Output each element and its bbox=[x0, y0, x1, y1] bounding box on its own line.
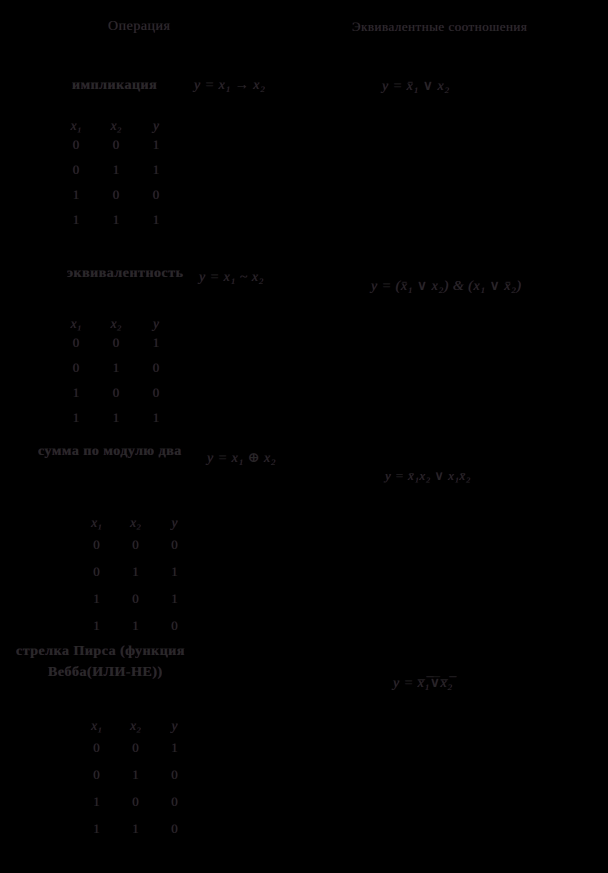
truth-table-header: x₂ bbox=[110, 118, 122, 133]
truth-table-cell: 1 bbox=[93, 591, 100, 606]
operation-name-xor: сумма по модулю два bbox=[38, 444, 182, 459]
truth-table-cell: 0 bbox=[132, 740, 139, 755]
truth-table-cell: 0 bbox=[72, 360, 80, 375]
truth-table-xor bbox=[77, 515, 194, 645]
truth-table-cell: 1 bbox=[72, 187, 80, 202]
truth-table-cell: 1 bbox=[132, 564, 139, 579]
truth-table-cell: 0 bbox=[171, 767, 178, 782]
equivalent-formula-equivalence: y = (x̄₁ ∨ x₂) & (x₁ ∨ x̄₂) bbox=[371, 279, 522, 294]
truth-table-peirce bbox=[77, 718, 194, 848]
truth-table-cell: 1 bbox=[93, 821, 100, 836]
truth-table-cell: 0 bbox=[152, 385, 160, 400]
truth-table-cell: 1 bbox=[152, 212, 160, 227]
truth-table-cell: 0 bbox=[72, 137, 80, 152]
truth-table-header: x₁ bbox=[70, 118, 82, 133]
truth-table-cell: 0 bbox=[93, 537, 100, 552]
truth-table-cell: 1 bbox=[132, 767, 139, 782]
column-header-operation: Операция bbox=[108, 19, 171, 34]
truth-table-cell: 0 bbox=[112, 187, 120, 202]
truth-table-cell: 0 bbox=[132, 591, 139, 606]
truth-table-cell: 1 bbox=[132, 821, 139, 836]
truth-table-cell: 1 bbox=[72, 385, 80, 400]
operation-name-equivalence: эквивалентность bbox=[67, 266, 184, 281]
truth-table-header: x₁ bbox=[91, 718, 102, 733]
truth-table-cell: 0 bbox=[152, 360, 160, 375]
truth-table-cell: 0 bbox=[152, 187, 160, 202]
truth-table-header: y bbox=[171, 718, 178, 733]
truth-table-cell: 1 bbox=[72, 212, 80, 227]
truth-table-cell: 1 bbox=[152, 410, 160, 425]
truth-table-cell: 1 bbox=[152, 335, 160, 350]
truth-table-cell: 0 bbox=[171, 537, 178, 552]
truth-table-cell: 1 bbox=[72, 410, 80, 425]
operation-name-peirce-line1: стрелка Пирса (функция bbox=[16, 644, 185, 659]
truth-table-equivalence bbox=[56, 316, 176, 435]
truth-table-header: y bbox=[153, 118, 159, 133]
truth-table-cell: 0 bbox=[93, 564, 100, 579]
truth-table-header: y bbox=[153, 316, 159, 331]
truth-table-cell: 1 bbox=[171, 591, 178, 606]
truth-table-header: x₂ bbox=[110, 316, 122, 331]
equivalent-formula-peirce: y = x̅₁̅∨̅x̅₂̅ bbox=[393, 676, 453, 691]
truth-table-cell: 1 bbox=[93, 794, 100, 809]
truth-table-cell: 1 bbox=[93, 618, 100, 633]
truth-table-cell: 0 bbox=[112, 335, 120, 350]
truth-table-header: x₂ bbox=[130, 515, 141, 530]
operation-notation-xor: y = x₁ ⊕ x₂ bbox=[207, 451, 277, 466]
truth-table-cell: 0 bbox=[132, 794, 139, 809]
equivalent-formula-implication: y = x̄₁ ∨ x₂ bbox=[382, 79, 450, 94]
truth-table-cell: 1 bbox=[112, 162, 120, 177]
column-header-equivalents: Эквивалентные соотношения bbox=[352, 19, 528, 34]
operation-name-peirce-line2: Вебба(ИЛИ-НЕ)) bbox=[48, 665, 163, 680]
truth-table-cell: 1 bbox=[171, 740, 178, 755]
truth-table-cell: 0 bbox=[171, 821, 178, 836]
truth-table-cell: 0 bbox=[112, 137, 120, 152]
truth-table-cell: 0 bbox=[93, 767, 100, 782]
truth-table-cell: 1 bbox=[112, 360, 120, 375]
operation-notation-implication: y = x₁ → x₂ bbox=[194, 78, 266, 93]
truth-table-cell: 0 bbox=[72, 335, 80, 350]
truth-table-header: x₂ bbox=[130, 718, 141, 733]
truth-table-implication bbox=[56, 118, 176, 237]
truth-table-cell: 0 bbox=[132, 537, 139, 552]
truth-table-header: x₁ bbox=[91, 515, 102, 530]
truth-table-cell: 1 bbox=[112, 212, 120, 227]
truth-table-cell: 0 bbox=[72, 162, 80, 177]
truth-table-cell: 1 bbox=[152, 137, 160, 152]
truth-table-cell: 1 bbox=[152, 162, 160, 177]
truth-table-cell: 0 bbox=[171, 794, 178, 809]
operation-notation-equivalence: y = x₁ ~ x₂ bbox=[199, 270, 264, 285]
truth-table-cell: 0 bbox=[171, 618, 178, 633]
truth-table-cell: 0 bbox=[93, 740, 100, 755]
operation-name-implication: импликация bbox=[72, 78, 158, 93]
truth-table-header: y bbox=[171, 515, 178, 530]
truth-table-cell: 0 bbox=[112, 385, 120, 400]
truth-table-header: x₁ bbox=[70, 316, 82, 331]
truth-table-cell: 1 bbox=[132, 618, 139, 633]
truth-table-cell: 1 bbox=[171, 564, 178, 579]
truth-table-cell: 1 bbox=[112, 410, 120, 425]
equivalent-formula-xor: y = x̄₁x₂ ∨ x₁x̄₂ bbox=[385, 468, 471, 483]
